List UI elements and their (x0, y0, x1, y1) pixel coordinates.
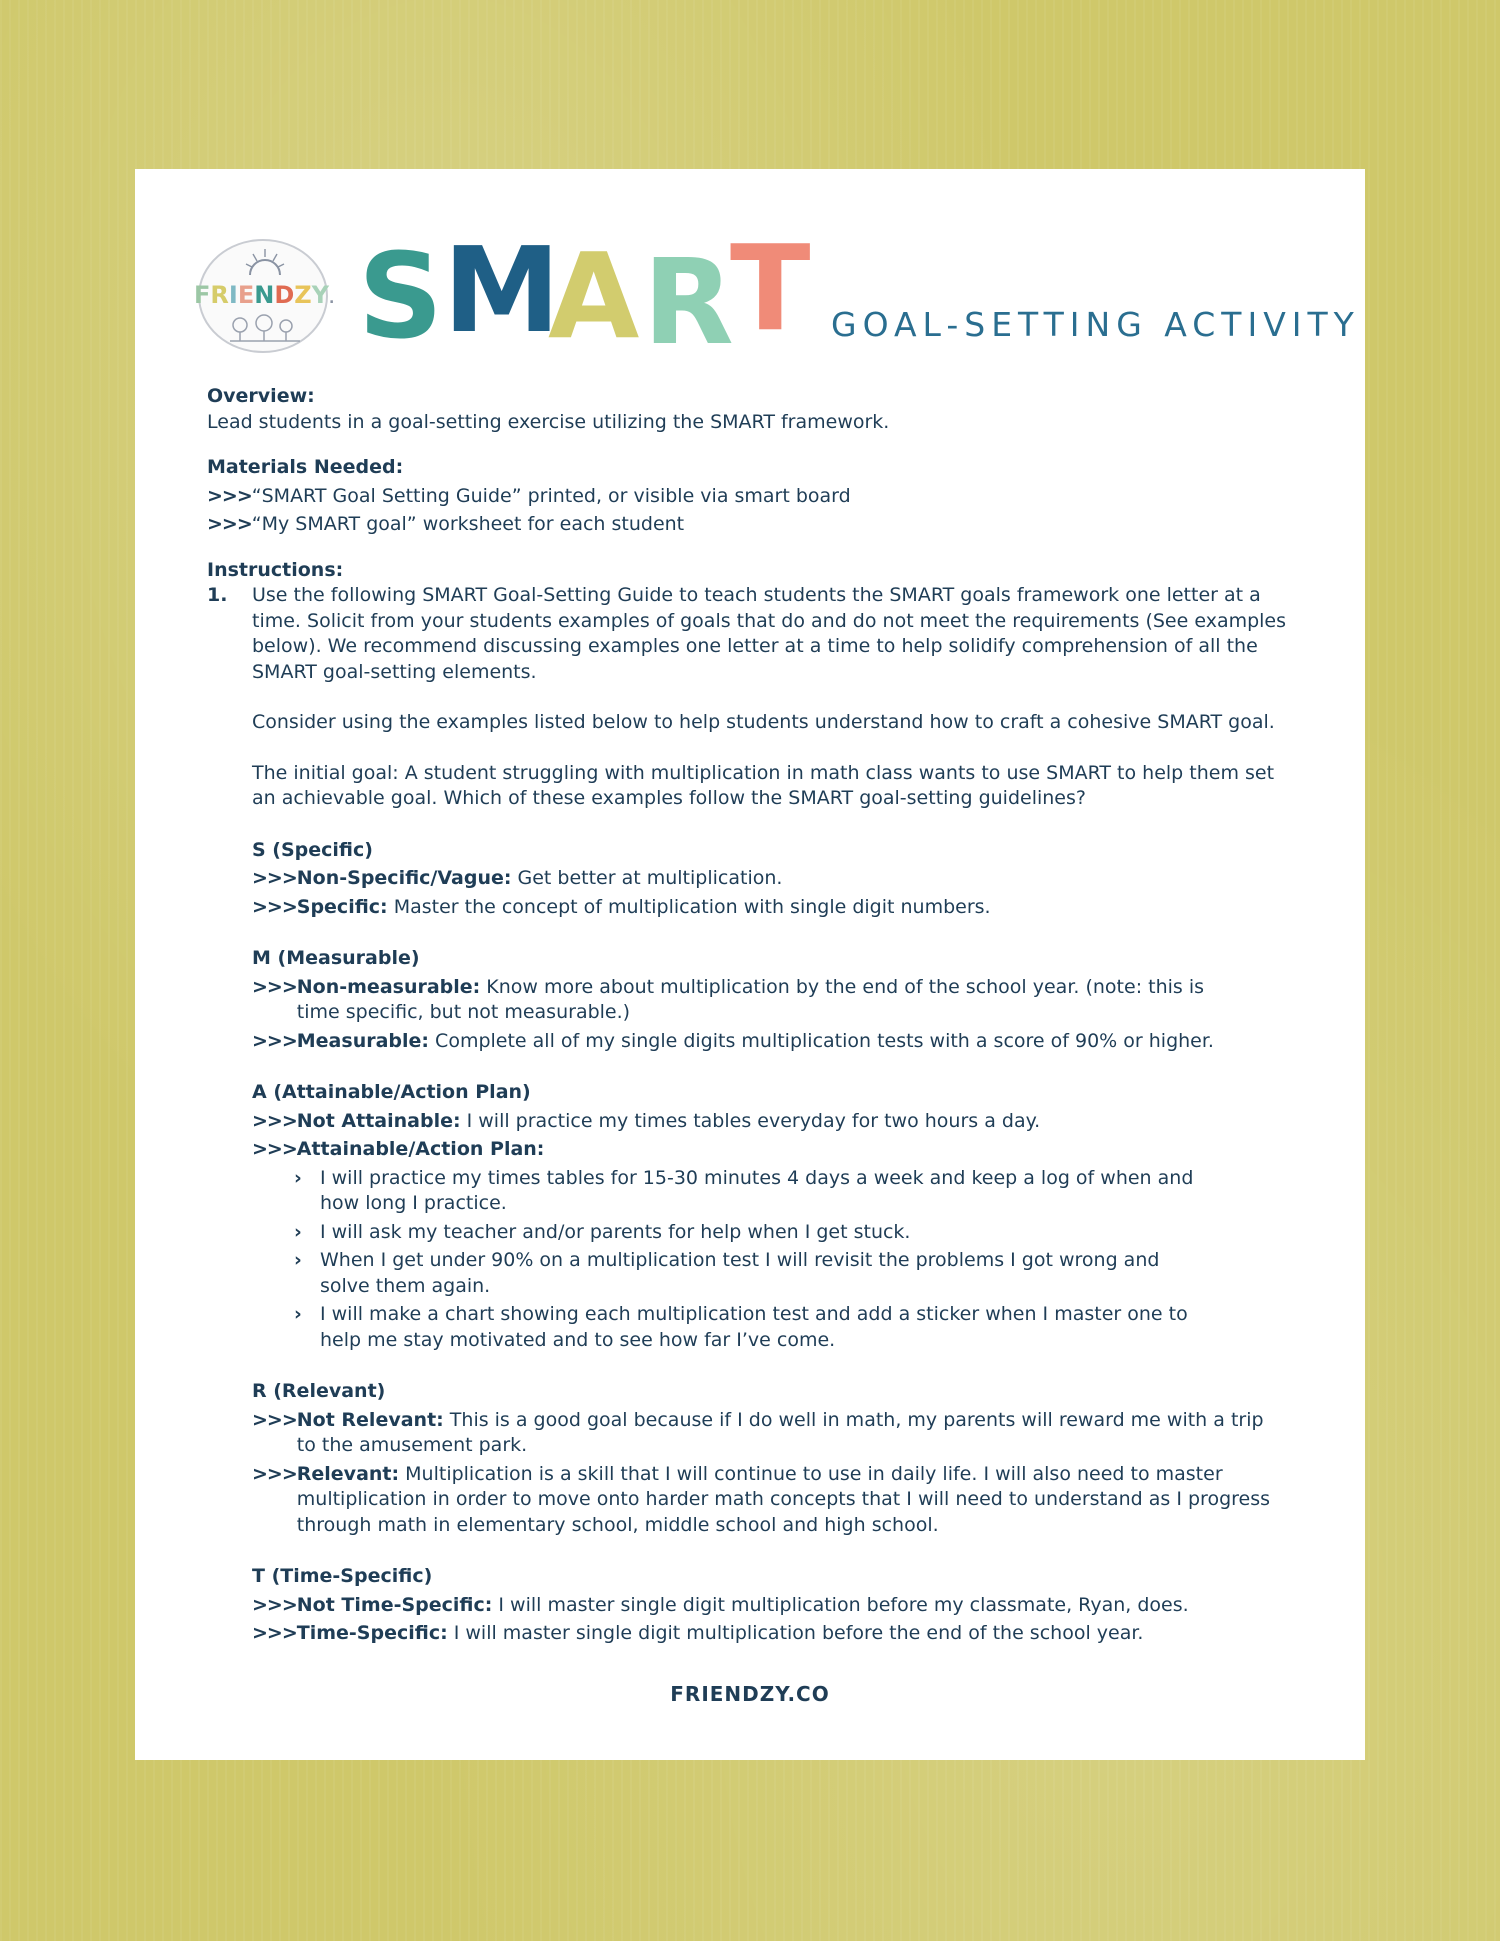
logo-letter: E (237, 281, 255, 309)
item-text: Know more about multiplication by the end of the school year. (note: this is time specific, but not measurable.) (296, 975, 1205, 1023)
logo-letter: D (274, 281, 295, 309)
section-title: S (Specific) (252, 838, 373, 861)
list-item (252, 866, 1297, 892)
trees-icon (228, 313, 302, 343)
item-text: This is a good goal because if I do well in math, my parents will reward me with a trip to the amusement park. (296, 1408, 1264, 1456)
item-text: Complete all of my single digits multiplication tests with a score of 90% or higher. (429, 1029, 1214, 1052)
item-label: Attainable/Action Plan: (296, 1138, 545, 1160)
triple-chevron-icon: >>> (252, 867, 297, 889)
item-label: Relevant: (296, 1462, 400, 1485)
item-label: Non-Specific/Vague: (296, 867, 512, 889)
section-title: R (Relevant) (252, 1380, 386, 1402)
list-item (252, 1109, 1297, 1135)
overview-title: Overview: (207, 385, 315, 407)
sub-list-item (252, 1302, 1297, 1353)
triple-chevron-icon: >>> (252, 1109, 297, 1132)
overview-text: Lead students in a goal-setting exercise utilizing the SMART framework. (207, 410, 890, 433)
title-letter-m: M (443, 221, 561, 359)
list-item (252, 1137, 1297, 1163)
logo-letter: F (194, 281, 211, 309)
section-relevant (252, 1379, 1297, 1538)
section-title: M (Measurable) (252, 947, 420, 969)
material-item: “SMART Goal Setting Guide” printed, or visible via smart board (251, 484, 851, 507)
item-label: Time-Specific: (296, 1622, 448, 1644)
chevron-right-icon: › (294, 1220, 302, 1243)
item-label: Measurable: (296, 1029, 430, 1052)
step-number: 1. (207, 584, 228, 606)
triple-chevron-icon: >>> (252, 1593, 297, 1616)
triple-chevron-icon: >>> (252, 1138, 297, 1160)
action-step: When I get under 90% on a multiplication test I will revisit the problems I got wrong and solve them again. (320, 1249, 1160, 1297)
chevron-right-icon: › (294, 1166, 302, 1189)
materials-section (207, 455, 1297, 538)
list-item (252, 1462, 1297, 1539)
friendzy-logo (194, 239, 335, 353)
instructions-title: Instructions: (207, 558, 344, 581)
smart-title (358, 219, 818, 371)
instruction-step (207, 583, 1297, 1647)
instructions-section (207, 558, 1297, 1647)
action-step: I will make a chart showing each multiplication test and add a sticker when I master one to help me stay motivated and to see how far I’ve come. (320, 1303, 1188, 1351)
list-item (207, 512, 1297, 538)
item-label: Not Relevant: (296, 1408, 444, 1431)
logo-letter: I (228, 281, 238, 309)
item-text: I will practice my times tables everyday for two hours a day. (460, 1109, 1041, 1132)
materials-title: Materials Needed: (207, 456, 404, 478)
logo-wordmark (194, 281, 334, 309)
sun-icon (244, 247, 286, 277)
logo-letter: Z (294, 281, 312, 309)
footer-url: FRIENDZY.CO (670, 1682, 830, 1706)
sub-list-item (252, 1248, 1297, 1299)
list-item (252, 1408, 1297, 1459)
item-label: Specific: (296, 895, 388, 918)
logo-mark: . (329, 291, 335, 307)
triple-chevron-icon: >>> (252, 1462, 297, 1485)
item-label: Non-measurable: (296, 975, 481, 998)
item-text: Multiplication is a skill that I will continue to use in daily life. I will also need to master multiplication in order to move onto harder math concepts that I will need to understand as I progress through math in elementary school, middle school and high school. (296, 1462, 1271, 1536)
triple-chevron-icon: >>> (252, 895, 297, 918)
sub-list-item (252, 1166, 1297, 1217)
list-item (252, 1029, 1297, 1055)
triple-chevron-icon: >>> (252, 1408, 297, 1431)
item-text: I will master single digit multiplication before my classmate, Ryan, does. (492, 1593, 1189, 1616)
list-item (252, 1621, 1297, 1647)
action-step: I will ask my teacher and/or parents for help when I get stuck. (320, 1220, 911, 1243)
triple-chevron-icon: >>> (207, 484, 252, 507)
list-item (252, 1593, 1297, 1619)
item-label: Not Time-Specific: (296, 1593, 493, 1616)
triple-chevron-icon: >>> (207, 513, 252, 535)
item-text: I will master single digit multiplication before the end of the school year. (447, 1622, 1144, 1644)
item-text: Master the concept of multiplication with single digit numbers. (387, 895, 991, 918)
page-header (194, 219, 1360, 371)
section-attainable (252, 1080, 1297, 1353)
item-text: Get better at multiplication. (511, 867, 783, 889)
item-label: Not Attainable: (296, 1109, 461, 1132)
instruction-paragraph: Use the following SMART Goal-Setting Guide to teach students the SMART goals framework one letter at a time. Solicit from your students examples of goals that do and do not meet the requirements (See examples below). We recommend discussing examples one letter at a time to help solidify comprehension of all the SMART goal-setting elements. (252, 584, 1287, 683)
section-time-specific (252, 1564, 1297, 1647)
chevron-right-icon: › (294, 1303, 302, 1325)
section-specific (252, 838, 1297, 921)
title-letter-t: T (730, 219, 811, 357)
material-item: “My SMART goal” worksheet for each student (251, 513, 685, 535)
instruction-paragraph: Consider using the examples listed below to help students understand how to craft a cohesive SMART goal. (252, 711, 1275, 733)
section-measurable (252, 946, 1297, 1054)
action-step: I will practice my times tables for 15-30 minutes 4 days a week and keep a log of when and how long I practice. (320, 1166, 1194, 1214)
chevron-right-icon: › (294, 1249, 302, 1271)
sub-list-item (252, 1220, 1297, 1246)
instruction-paragraph: The initial goal: A student struggling with multiplication in math class wants to use SMART to help them set an achievable goal. Which of these examples follow the SMART goal-setting guidelines? (252, 761, 1275, 809)
list-item (252, 895, 1297, 921)
logo-letter: R (210, 281, 229, 309)
logo-letter: N (254, 281, 275, 309)
list-item (252, 975, 1297, 1026)
title-letter-r: R (643, 233, 734, 371)
title-letter-s: S (358, 227, 443, 365)
triple-chevron-icon: >>> (252, 975, 297, 998)
triple-chevron-icon: >>> (252, 1029, 297, 1052)
logo-letter: Y (311, 281, 330, 309)
overview-section (207, 384, 1297, 435)
section-title: T (Time-Specific) (252, 1565, 433, 1587)
worksheet-page (135, 169, 1365, 1760)
list-item (207, 484, 1297, 510)
triple-chevron-icon: >>> (252, 1622, 297, 1644)
page-subtitle: GOAL-SETTING ACTIVITY (831, 305, 1360, 344)
worksheet-content (207, 384, 1297, 1647)
title-letter-a: A (548, 227, 640, 365)
section-title: A (Attainable/Action Plan) (252, 1081, 531, 1103)
